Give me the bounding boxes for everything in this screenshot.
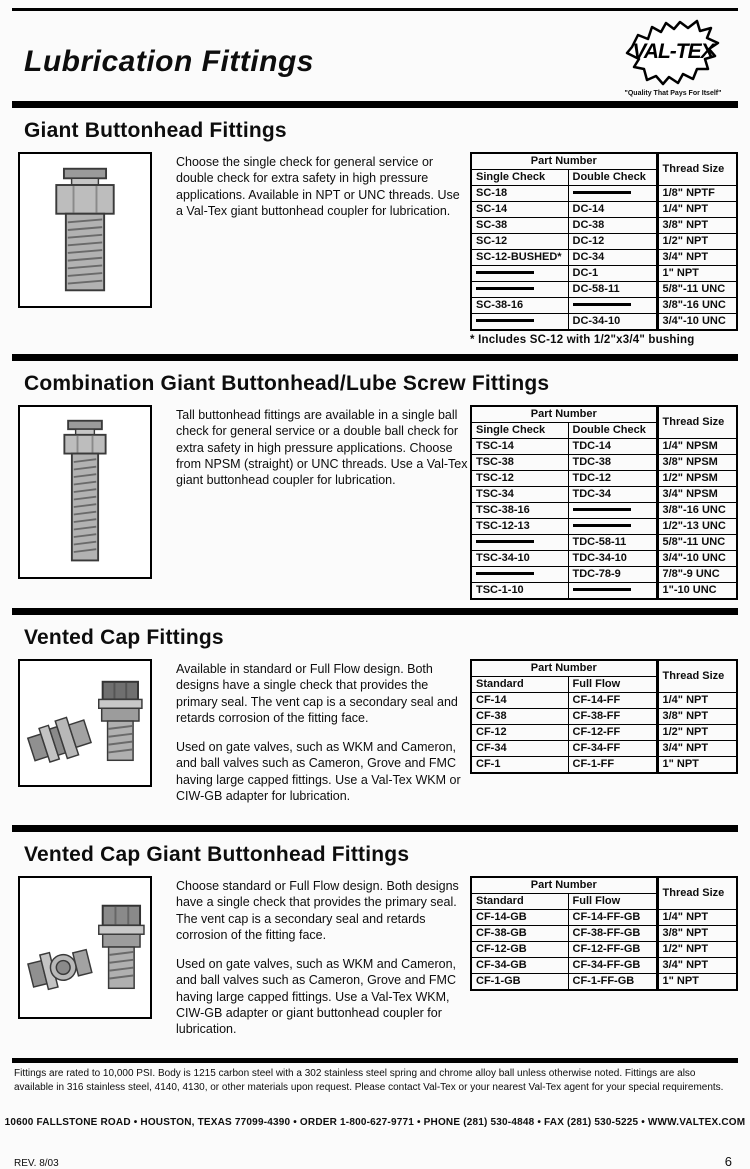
thread-size-cell: 5/8"-11 UNC	[657, 535, 737, 551]
part-number-cell: CF-12	[471, 725, 568, 741]
product-photo-combination-fitting	[18, 405, 152, 579]
table-row	[471, 942, 737, 958]
description-paragraph: Choose the single check for general service or double check for extra safety in high pressure applications. Available in NPT or UNC threads. Use a Val-Tex giant buttonhead coupler for lubrication.	[176, 155, 460, 218]
table-row	[471, 439, 737, 455]
part-number-cell: CF-12-GB	[471, 942, 568, 958]
table-row	[471, 741, 737, 757]
thread-size-header: Thread Size	[657, 153, 737, 186]
part-number-cell	[568, 583, 657, 600]
column-header-double-check: Double Check	[568, 170, 657, 186]
thread-size-cell: 1/8" NPTF	[657, 186, 737, 202]
thread-size-cell: 3/4"-10 UNC	[657, 551, 737, 567]
thread-size-cell: 1/2" NPSM	[657, 471, 737, 487]
part-number-cell: TSC-34-10	[471, 551, 568, 567]
table-footnote: * Includes SC-12 with 1/2"x3/4" bushing	[470, 334, 695, 346]
no-part-dash	[476, 319, 534, 322]
section-title: Vented Cap Giant Buttonhead Fittings	[24, 843, 410, 866]
section-title: Vented Cap Fittings	[24, 626, 224, 649]
thread-size-cell: 1" NPT	[657, 266, 737, 282]
vented-cap-fittings-icon	[24, 670, 146, 776]
thread-size-cell: 1/4" NPT	[657, 910, 737, 926]
description-paragraph: Used on gate valves, such as WKM and Cameron, and ball valves such as Cameron, Grove and FMC having large capped fittings. Use a Val-Tex WKM or CIW-GB adapter for lubrication.	[176, 740, 461, 803]
column-header-standard: Standard	[471, 677, 568, 693]
valtex-logo-tagline: "Quality That Pays For Itself"	[624, 90, 722, 97]
tall-buttonhead-fitting-icon	[38, 417, 132, 567]
section-title: Combination Giant Buttonhead/Lube Screw Fittings	[24, 372, 550, 395]
thread-size-cell: 1/4" NPT	[657, 202, 737, 218]
column-header-full-flow: Full Flow	[568, 677, 657, 693]
product-photo-vented-cap-giant-buttonhead	[18, 876, 152, 1019]
part-number-cell: CF-1-GB	[471, 974, 568, 991]
company-address-line: 10600 FALLSTONE ROAD • HOUSTON, TEXAS 77099-4390 • ORDER 1-800-627-9771 • PHONE (281) 530-4848 • FAX (281) 530-5225 • WWW.VALTEX.COM	[4, 1117, 746, 1129]
description-paragraph: Tall buttonhead fittings are available in a single ball check for general service or a double ball check for extra safety in high pressure applications. Choose from NPSM (straight) or UNC threads. Use a Val-Tex giant buttonhead coupler for lubrication.	[176, 408, 468, 487]
part-number-cell: DC-34	[568, 250, 657, 266]
table-row	[471, 910, 737, 926]
part-number-cell: CF-1-FF-GB	[568, 974, 657, 991]
part-number-cell	[568, 519, 657, 535]
thread-size-cell: 1/2" NPT	[657, 942, 737, 958]
table-row	[471, 725, 737, 741]
column-header-single-check: Single Check	[471, 170, 568, 186]
part-number-cell: CF-14-GB	[471, 910, 568, 926]
part-number-cell: CF-38-GB	[471, 926, 568, 942]
part-number-cell: CF-14	[471, 693, 568, 709]
table-row	[471, 282, 737, 298]
part-number-cell: TDC-34	[568, 487, 657, 503]
table-row	[471, 471, 737, 487]
section-giant-buttonhead	[0, 108, 750, 354]
thread-size-cell: 1"-10 UNC	[657, 583, 737, 600]
part-number-cell: CF-12-FF-GB	[568, 942, 657, 958]
no-part-dash	[573, 588, 631, 591]
part-number-cell: TDC-38	[568, 455, 657, 471]
table-row	[471, 519, 737, 535]
section-divider	[12, 354, 738, 361]
thread-size-cell: 1/2"-13 UNC	[657, 519, 737, 535]
table-row	[471, 757, 737, 774]
product-photo-vented-cap	[18, 659, 152, 787]
part-number-cell: SC-38-16	[471, 298, 568, 314]
thread-size-cell: 5/8"-11 UNC	[657, 282, 737, 298]
part-number-cell: SC-18	[471, 186, 568, 202]
column-header-standard: Standard	[471, 894, 568, 910]
description-paragraph: Available in standard or Full Flow design. Both designs have a single check that provides the primary seal. The vent cap is a secondary seal and retards corrosion of the fitting face.	[176, 662, 458, 725]
part-number-group-header: Part Number	[471, 406, 657, 423]
thread-size-cell: 3/8"-16 UNC	[657, 298, 737, 314]
thread-size-cell: 1/4" NPT	[657, 693, 737, 709]
no-part-dash	[573, 191, 631, 194]
footer-disclaimer: Fittings are rated to 10,000 PSI. Body is 1215 carbon steel with a 302 stainless steel spring and chrome alloy ball unless otherwise noted. Fittings are also available in 316 stainless steel, 4140, 4130, or other materials upon request. Please contact Val-Tex or your nearest Val-Tex agent for your special requirements.	[14, 1068, 724, 1094]
product-photo-giant-buttonhead	[18, 152, 152, 308]
thread-size-cell: 1" NPT	[657, 974, 737, 991]
part-number-cell: CF-14-FF-GB	[568, 910, 657, 926]
part-number-cell: TSC-12-13	[471, 519, 568, 535]
part-number-group-header: Part Number	[471, 877, 657, 894]
table-row	[471, 298, 737, 314]
thread-size-cell: 3/4" NPT	[657, 250, 737, 266]
part-number-cell	[568, 503, 657, 519]
section-vented-cap-giant-buttonhead	[0, 832, 750, 1058]
thread-size-cell: 1/2" NPT	[657, 725, 737, 741]
part-number-cell: CF-34-FF	[568, 741, 657, 757]
column-header-full-flow: Full Flow	[568, 894, 657, 910]
part-number-cell: TSC-34	[471, 487, 568, 503]
footer-row	[0, 1128, 750, 1169]
part-number-cell: CF-1	[471, 757, 568, 774]
thread-size-cell: 3/4" NPT	[657, 958, 737, 974]
parts-table-combination	[470, 405, 738, 600]
no-part-dash	[573, 303, 631, 306]
part-number-cell: CF-14-FF	[568, 693, 657, 709]
revision-label: REV. 8/03	[14, 1158, 59, 1169]
description-paragraph: Choose standard or Full Flow design. Both designs have a single check that provides the primary seal. The vent cap is a secondary seal and retards corrosion of the fitting face.	[176, 879, 459, 942]
section-description	[176, 659, 468, 817]
part-number-cell: SC-38	[471, 218, 568, 234]
buttonhead-fitting-icon	[37, 163, 133, 297]
no-part-dash	[476, 540, 534, 543]
thread-size-cell: 3/4" NPT	[657, 741, 737, 757]
table-row	[471, 551, 737, 567]
no-part-dash	[476, 287, 534, 290]
thread-size-cell: 3/4"-10 UNC	[657, 314, 737, 331]
table-row	[471, 218, 737, 234]
no-part-dash	[476, 271, 534, 274]
column-header-double-check: Double Check	[568, 423, 657, 439]
thread-size-cell: 3/8" NPT	[657, 926, 737, 942]
table-row	[471, 234, 737, 250]
section-divider	[12, 608, 738, 615]
page-title: Lubrication Fittings	[24, 45, 314, 78]
part-number-cell: TDC-78-9	[568, 567, 657, 583]
section-vented-cap	[0, 615, 750, 825]
part-number-cell	[568, 186, 657, 202]
page-number: 6	[724, 1154, 732, 1169]
parts-table-vented-cap	[470, 659, 738, 774]
part-number-cell: TDC-58-11	[568, 535, 657, 551]
part-number-cell: DC-38	[568, 218, 657, 234]
part-number-cell: DC-58-11	[568, 282, 657, 298]
thread-size-cell: 3/8"-16 UNC	[657, 503, 737, 519]
part-number-cell: TSC-1-10	[471, 583, 568, 600]
thread-size-header: Thread Size	[657, 877, 737, 910]
part-number-cell: TDC-14	[568, 439, 657, 455]
thread-size-cell: 1" NPT	[657, 757, 737, 774]
part-number-cell: CF-38-FF-GB	[568, 926, 657, 942]
table-row	[471, 693, 737, 709]
section-divider	[12, 101, 738, 108]
vented-cap-gb-fittings-icon	[24, 890, 146, 1006]
part-number-cell: CF-34-FF-GB	[568, 958, 657, 974]
table-row	[471, 202, 737, 218]
part-number-cell: DC-1	[568, 266, 657, 282]
part-number-cell: TSC-38	[471, 455, 568, 471]
section-combination-lube-screw	[0, 361, 750, 608]
part-number-cell	[471, 314, 568, 331]
table-row	[471, 567, 737, 583]
part-number-cell: SC-12	[471, 234, 568, 250]
table-row	[471, 535, 737, 551]
table-row	[471, 926, 737, 942]
section-description	[176, 876, 468, 1050]
part-number-cell: CF-34	[471, 741, 568, 757]
table-row	[471, 709, 737, 725]
table-row	[471, 958, 737, 974]
part-number-cell: CF-38-FF	[568, 709, 657, 725]
thread-size-cell: 1/2" NPT	[657, 234, 737, 250]
table-row	[471, 314, 737, 331]
part-number-cell	[471, 567, 568, 583]
part-number-cell	[471, 266, 568, 282]
part-number-cell: TDC-34-10	[568, 551, 657, 567]
table-row	[471, 250, 737, 266]
valtex-logo	[612, 17, 734, 97]
thread-size-header: Thread Size	[657, 660, 737, 693]
part-number-cell	[568, 298, 657, 314]
column-header-single-check: Single Check	[471, 423, 568, 439]
section-title: Giant Buttonhead Fittings	[24, 119, 287, 142]
thread-size-cell: 7/8"-9 UNC	[657, 567, 737, 583]
thread-size-cell: 1/4" NPSM	[657, 439, 737, 455]
thread-size-cell: 3/8" NPT	[657, 709, 737, 725]
no-part-dash	[573, 508, 631, 511]
part-number-cell: CF-38	[471, 709, 568, 725]
table-row	[471, 186, 737, 202]
table-row	[471, 487, 737, 503]
thread-size-cell: 3/8" NPT	[657, 218, 737, 234]
parts-table-vented-cap-gb	[470, 876, 738, 991]
part-number-cell	[471, 535, 568, 551]
thread-size-header: Thread Size	[657, 406, 737, 439]
section-divider	[12, 825, 738, 832]
no-part-dash	[573, 524, 631, 527]
section-description	[176, 405, 468, 501]
table-row	[471, 455, 737, 471]
part-number-cell: CF-12-FF	[568, 725, 657, 741]
part-number-cell: SC-12-BUSHED*	[471, 250, 568, 266]
part-number-cell: TSC-12	[471, 471, 568, 487]
parts-table-giant-buttonhead	[470, 152, 738, 331]
thread-size-cell: 3/8" NPSM	[657, 455, 737, 471]
table-row	[471, 583, 737, 600]
thread-size-cell: 3/4" NPSM	[657, 487, 737, 503]
part-number-cell: DC-12	[568, 234, 657, 250]
part-number-cell: TDC-12	[568, 471, 657, 487]
part-number-cell: DC-14	[568, 202, 657, 218]
part-number-group-header: Part Number	[471, 153, 657, 170]
no-part-dash	[476, 572, 534, 575]
valtex-logo-brand: VAL-TEX	[632, 40, 714, 63]
footer-divider	[12, 1058, 738, 1063]
part-number-cell: DC-34-10	[568, 314, 657, 331]
part-number-cell: SC-14	[471, 202, 568, 218]
part-number-group-header: Part Number	[471, 660, 657, 677]
part-number-cell	[471, 282, 568, 298]
table-row	[471, 266, 737, 282]
part-number-cell: CF-1-FF	[568, 757, 657, 774]
description-paragraph: Used on gate valves, such as WKM and Cameron, and ball valves such as Cameron, Grove and FMC having large capped fittings. Use a Val-Tex WKM, CIW-GB adapter or giant buttonhead coupler for lubrication.	[176, 957, 456, 1036]
section-description	[176, 152, 468, 232]
part-number-cell: TSC-38-16	[471, 503, 568, 519]
part-number-cell: CF-34-GB	[471, 958, 568, 974]
page-header	[0, 11, 750, 101]
part-number-cell: TSC-14	[471, 439, 568, 455]
valtex-logo-map-icon	[614, 17, 732, 89]
table-row	[471, 503, 737, 519]
table-row	[471, 974, 737, 991]
